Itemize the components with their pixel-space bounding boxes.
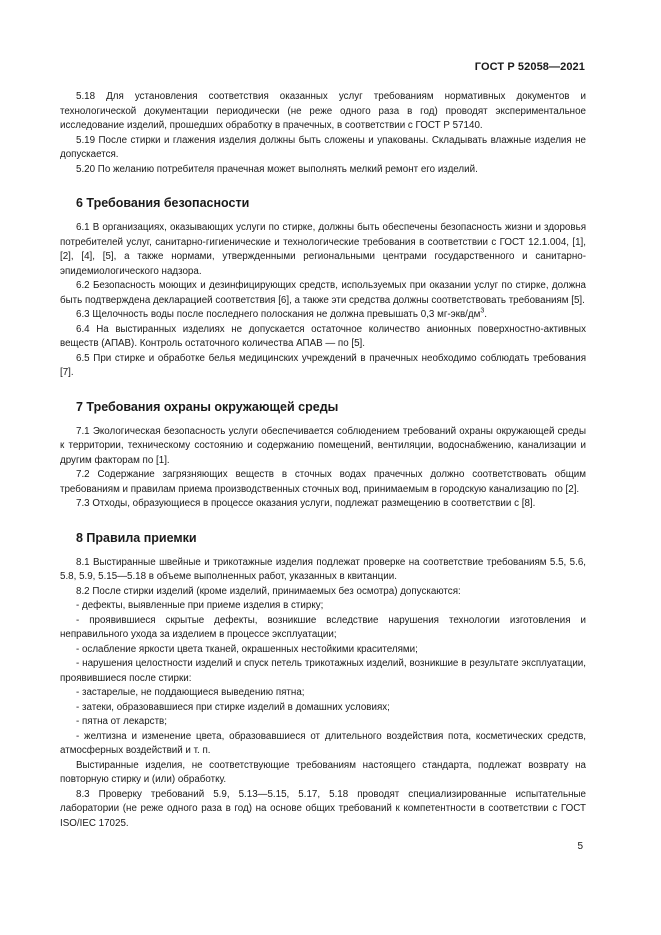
page-number: 5 [577, 841, 583, 852]
paragraph-8-2-return: Выстиранные изделия, не соответствующие требованиям настоящего стандарта, подлежат возврату на повторную стирку и (или) обработку. [60, 759, 586, 785]
paragraph-6-1: 6.1 В организациях, оказывающих услуги по стирке, должны быть обеспечены безопасность жизни и здоровья потребителей услуг, санитарно-гигиенические и технологические требования в соответствии с ГОСТ 12.1.004, [1], [2], [4], [5], а также нормами, утвержденными региональными центрами государственного и санитарно-эпидемиологического надзора. [60, 222, 586, 277]
paragraph-6-2: 6.2 Безопасность моющих и дезинфицирующих средств, используемых при оказании услуг по стирке, должна быть подтверждена декларацией соответствия [6], а также эти средства должны соответствовать требованиям [5]. [60, 280, 586, 306]
list-item: - дефекты, выявленные при приеме изделия в стирку; [76, 600, 324, 611]
paragraph-6-3-superscript: 3 [480, 307, 485, 315]
paragraph-8-1: 8.1 Выстиранные швейные и трикотажные изделия подлежат проверке на соответствие требованиям 5.5, 5.6, 5.8, 5.9, 5.15—5.18 в объеме выполненных работ, указанных в квитанции. [60, 556, 586, 582]
paragraph-8-3: 8.3 Проверку требований 5.9, 5.13—5.15, 5.17, 5.18 проводят специализированные испытательные лаборатории (не реже одного раза в год) на основе общих требований к компетентности в соответствии с ГОСТ ISO/IEC 17025. [60, 788, 586, 829]
paragraph-5-18: 5.18 Для установления соответствия оказанных услуг требованиям нормативных документов и технологической документации периодически (не реже одного раза в год) проводят экспериментальное исследование изделий, прошедших обработку в прачечных, в соответствии с ГОСТ Р 57140. [60, 91, 586, 131]
paragraph-6-3-text: 6.3 Щелочность воды после последнего полоскания не должна превышать 0,3 мг-экв/дм [76, 309, 481, 320]
list-item: - затеки, образовавшиеся при стирке изделий в домашних условиях; [76, 701, 390, 713]
list-item: - ослабление яркости цвета тканей, окрашенных нестойкими красителями; [76, 643, 418, 655]
section-7-heading: 7 Требования охраны окружающей среды [76, 399, 339, 414]
paragraph-7-2: 7.2 Содержание загрязняющих веществ в сточных водах прачечных должно соответствовать общим требованиям и правилам приема производственных сточных вод, принимаемым в городскую канализацию по [2]. [60, 469, 586, 495]
list-item: - проявившиеся скрытые дефекты, возникшие вследствие нарушения технологии изготовления и неправильного ухода за изделием в процессе эксплуатации; [60, 614, 586, 640]
section-6-heading: 6 Требования безопасности [76, 196, 250, 210]
paragraph-6-3-end: . [484, 309, 487, 320]
list-item: - застарелые, не поддающиеся выведению пятна; [76, 687, 305, 698]
paragraph-5-20: 5.20 По желанию потребителя прачечная может выполнять мелкий ремонт его изделий. [76, 163, 478, 175]
paragraph-6-5: 6.5 При стирке и обработке белья медицинских учреждений в прачечных необходимо соблюдать требования [7]. [60, 352, 586, 378]
document-body [60, 90, 586, 831]
paragraph-7-1: 7.1 Экологическая безопасность услуги обеспечивается соблюдением требований охраны окружающей среды к территории, техническому состоянию и содержанию помещений, вентиляции, водоснабжению, канализации и другим факторам по [1]. [60, 425, 586, 466]
section-8-heading: 8 Правила приемки [76, 530, 197, 545]
list-item: - желтизна и изменение цвета, образовавшиеся от длительного воздействия пота, косметических средств, атмосферных воздействий и т. п. [60, 730, 586, 756]
list-item: - пятна от лекарств; [76, 716, 167, 727]
paragraph-6-3 [60, 308, 586, 323]
paragraph-6-4: 6.4 На выстиранных изделиях не допускается остаточное количество анионных поверхностно-активных веществ (АПАВ). Контроль остаточного количества АПАВ — по [5]. [60, 323, 586, 349]
document-id: ГОСТ Р 52058—2021 [474, 61, 585, 73]
paragraph-5-19: 5.19 После стирки и глажения изделия должны быть сложены и упакованы. Складывать влажные изделия не допускается. [60, 134, 586, 160]
paragraph-8-2: 8.2 После стирки изделий (кроме изделий, принимаемых без осмотра) допускаются: [76, 585, 461, 597]
list-item: - нарушения целостности изделий и спуск петель трикотажных изделий, возникшие в результате эксплуатации, проявившиеся после стирки: [60, 658, 586, 684]
paragraph-7-3: 7.3 Отходы, образующиеся в процессе оказания услуги, подлежат размещению в соответствии с [8]. [76, 498, 536, 509]
